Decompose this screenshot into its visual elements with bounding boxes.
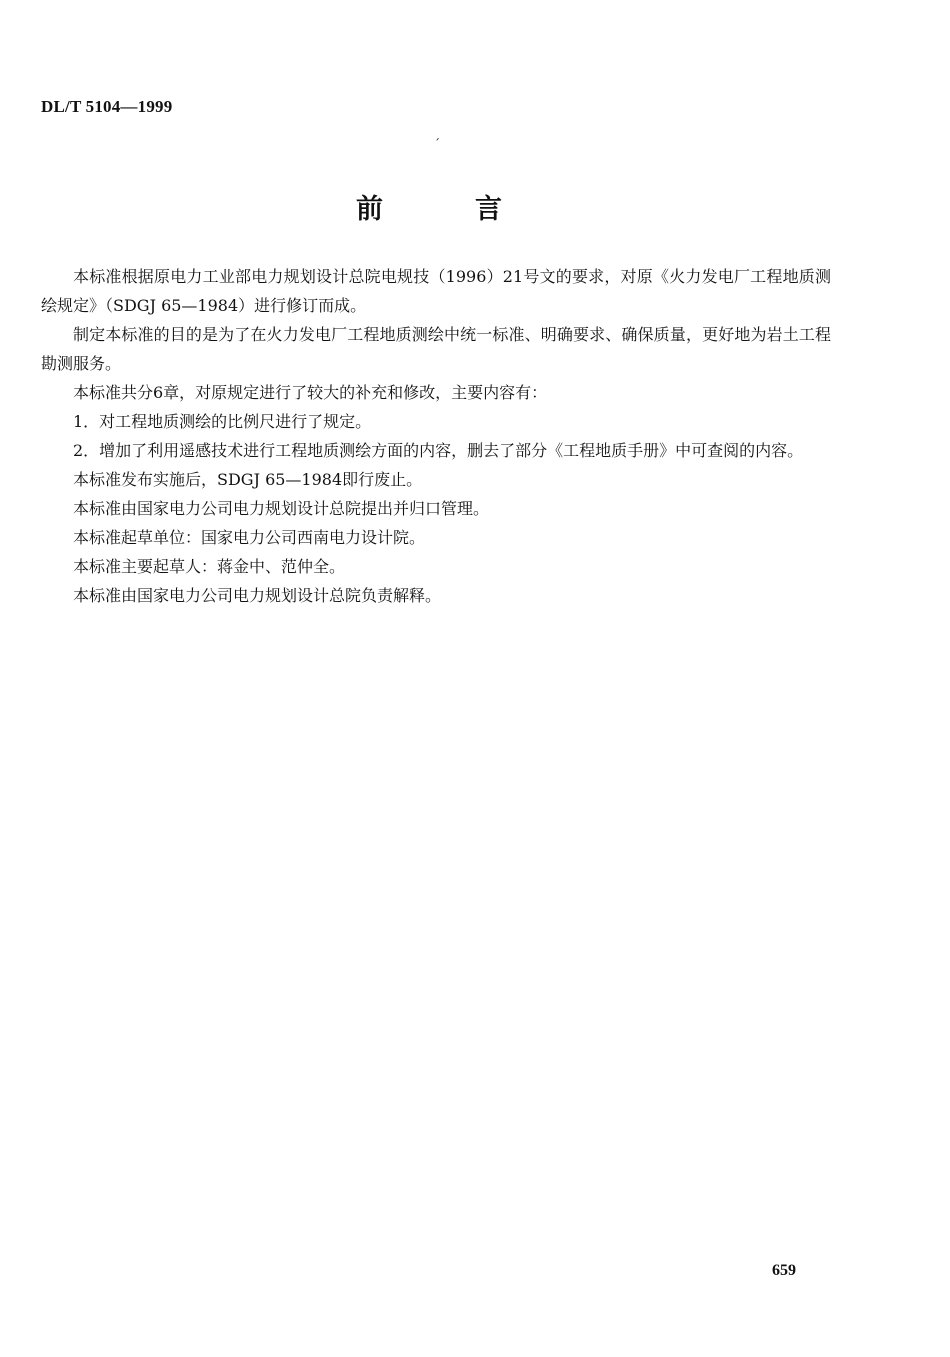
paragraph-item-2: 2．增加了利用遥感技术进行工程地质测绘方面的内容，删去了部分《工程地质手册》中可查阅的内容。 xyxy=(73,441,804,460)
page-title xyxy=(356,190,516,230)
paragraph-drafters: 本标准主要起草人：蒋金中、范仲全。 xyxy=(73,557,346,576)
paragraph-proposer: 本标准由国家电力公司电力规划设计总院提出并归口管理。 xyxy=(73,499,490,518)
paragraph-chapter-summary: 本标准共分6章，对原规定进行了较大的补充和修改，主要内容有： xyxy=(73,383,548,402)
paragraph-revision-basis: 本标准根据原电力工业部电力规划设计总院电规技（1996）21号文的要求，对原《火力发电厂工程地质测绘规定》（SDGJ 65—1984）进行修订而成。 xyxy=(41,267,831,315)
stray-mark: ˊ xyxy=(434,137,440,151)
paragraph-purpose: 制定本标准的目的是为了在火力发电厂工程地质测绘中统一标准、明确要求、确保质量，更好地为岩土工程勘测服务。 xyxy=(41,325,831,373)
paragraph-interpretation: 本标准由国家电力公司电力规划设计总院负责解释。 xyxy=(73,586,442,605)
paragraph-drafting-unit: 本标准起草单位：国家电力公司西南电力设计院。 xyxy=(73,528,426,547)
page-number: 659 xyxy=(772,1262,796,1279)
paragraph-item-1: 1．对工程地质测绘的比例尺进行了规定。 xyxy=(73,412,372,431)
paragraph-supersedes: 本标准发布实施后，SDGJ 65—1984即行废止。 xyxy=(73,470,423,489)
title-char-1: 前 xyxy=(356,194,383,225)
standard-code: DL/T 5104—1999 xyxy=(41,97,173,116)
title-char-2: 言 xyxy=(475,194,502,225)
body-text xyxy=(41,262,831,610)
